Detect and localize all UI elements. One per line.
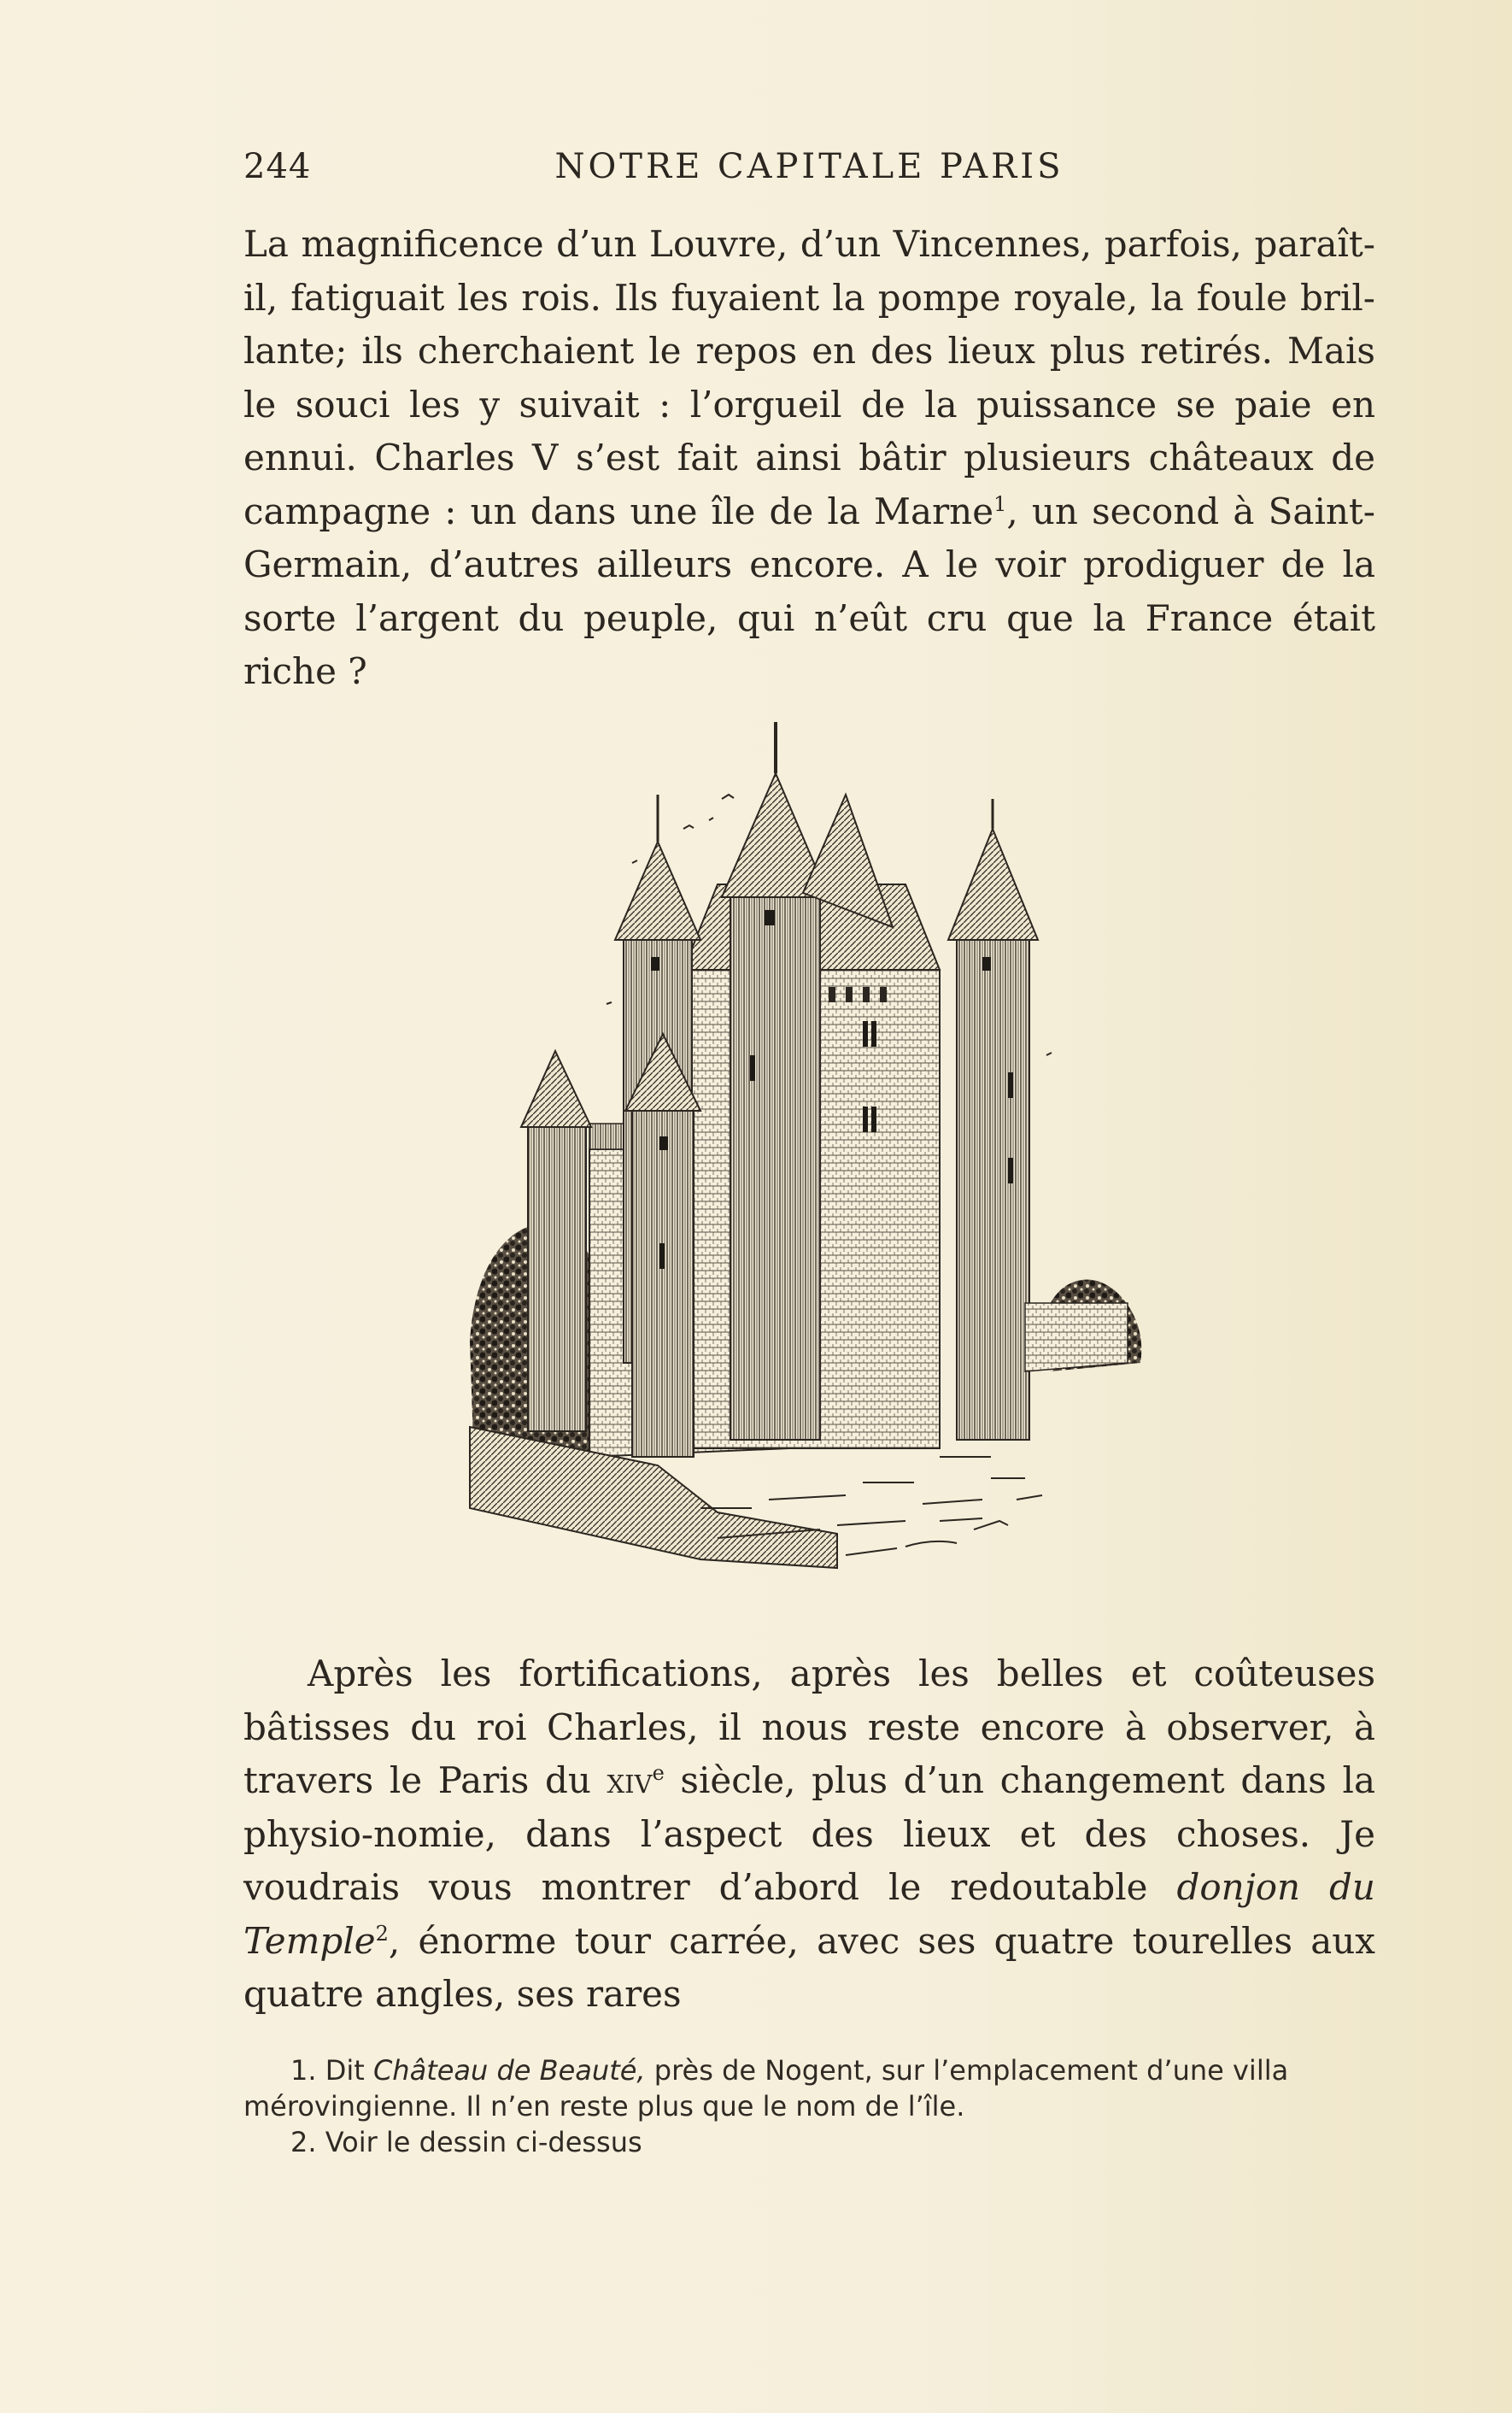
footnote-ref-2[interactable]: 2 [375, 1921, 389, 1946]
front-small-tower [528, 1124, 586, 1431]
outer-wall-right [1025, 1303, 1128, 1371]
paragraph-1-text-b: , un second à Saint-Germain, d’autres ailleurs encore. A le voir prodiguer de la sorte l’argent du peuple, qui n’eût cru que la France était riche ? [243, 490, 1375, 692]
paragraph-2-text-a: Après les fortifications, après les belles et coûteuses bâtisses du roi Charles, il nous reste encore à observer, à travers le Paris du [243, 1653, 1375, 1801]
century-numeral: xiv [607, 1759, 653, 1801]
central-tower [730, 893, 820, 1440]
footnote-1-pre: Dit [316, 2054, 373, 2087]
footnote-1-number: 1. [290, 2054, 317, 2087]
footnote-1 [243, 2052, 1375, 2124]
paragraph-1 [243, 218, 1375, 699]
running-head [243, 147, 1375, 198]
footnote-2 [243, 2124, 1375, 2160]
footnote-1-text: près de Nogent, sur l’emplacement d’une villa mérovingienne. Il n’en reste plus que le nom de l’île. [243, 2054, 1289, 2122]
running-title: NOTRE CAPITALE PARIS [554, 147, 1064, 186]
paragraph-1-text-a: La magnificence d’un Louvre, d’un Vincennes, parfois, paraît-il, fatiguait les rois. Ils fuyaient la pompe royale, la foule bril-lante; ils cherchaient le repos en des lieux plus retirés. Mais le souci les y suivait : l’orgueil de la puissance se paie en ennui. Charles V s’est fait ainsi bâtir plusieurs châteaux de campagne : un dans une île de la Marne [243, 223, 1375, 532]
right-tower [957, 936, 1029, 1440]
footnote-2-text: Voir le dessin ci-dessus [316, 2126, 642, 2158]
front-center-tower [632, 1107, 694, 1457]
century-superscript: e [652, 1761, 665, 1785]
paragraph-2 [243, 1647, 1375, 2022]
footnote-2-number: 2. [290, 2126, 317, 2158]
footnote-1-italic: Château de Beauté, [372, 2054, 646, 2087]
paragraph-2-text-b: siècle, plus d’un changement dans la physio-nomie, dans l’aspect des lieux et des choses. Je voudrais vous montrer d’abord le redoutable [243, 1759, 1375, 1908]
footnote-ref-1[interactable]: 1 [993, 491, 1007, 516]
paragraph-2-text-c: , énorme tour carrée, avec ses quatre tourelles aux quatre angles, ses rares [243, 1919, 1375, 2015]
castle-engraving [461, 713, 1162, 1594]
donjon-du-temple-italic: donjon du Temple [243, 1866, 1375, 1962]
page-number: 244 [243, 147, 312, 186]
footnotes [243, 2052, 1375, 2160]
